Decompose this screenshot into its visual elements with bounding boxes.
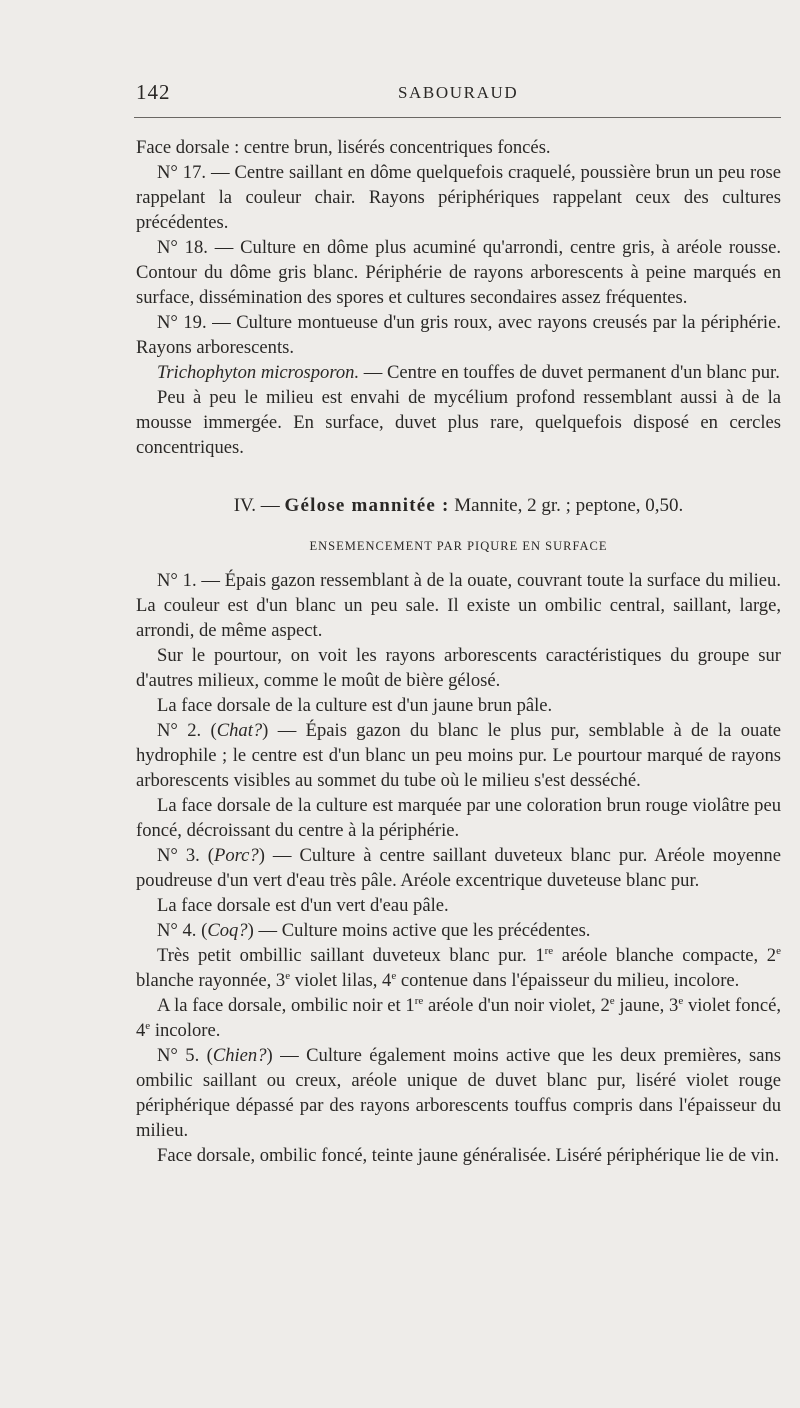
paragraph-text: blanche rayonnée, 3 <box>136 970 286 991</box>
species-name: Trichophyton microsporon. <box>157 362 360 383</box>
ordinal-suffix: e <box>609 994 615 1007</box>
ordinal-suffix: re <box>544 944 554 957</box>
ordinal-suffix: e <box>678 994 684 1007</box>
paragraph-text: N° 4. ( <box>157 920 208 941</box>
paragraph-text: violet foncé, 4 <box>136 995 781 1041</box>
paragraph-text: ) — Culture également moins active que les deux premières, sans ombilic saillant ou creux, aréole unique de duvet blanc pur, liséré violet rouge périphérique dépassé par des rayons arborescents touffus compris dans l'épaisseur du milieu. <box>136 1045 781 1141</box>
subheading: ENSEMENCEMENT PAR PIQURE EN SURFACE <box>309 539 608 553</box>
paragraph: N° 1. — Épais gazon ressemblant à de la ouate, couvrant toute la surface du milieu. La couleur est d'un blanc un peu sale. Il existe un ombilic central, saillant, large, arrondi, de même aspect. <box>136 570 781 641</box>
paragraph <box>136 918 781 943</box>
paragraph-text: N° 3. ( <box>157 845 214 866</box>
header-rule <box>134 117 781 118</box>
paragraph: La face dorsale de la culture est marquée par une coloration brun rouge violâtre peu foncé, décroissant du centre à la périphérie. <box>136 795 781 841</box>
paragraph: La face dorsale de la culture est d'un jaune brun pâle. <box>157 695 553 716</box>
section-number: IV. — <box>233 495 285 516</box>
ordinal-suffix: re <box>414 994 424 1007</box>
paragraph-text: incolore. <box>150 1020 221 1041</box>
paragraph: N° 17. — Centre saillant en dôme quelquefois craquelé, poussière brun un peu rose rappelant la couleur chair. Rayons périphériques rappelant ceux des cultures précédentes. <box>136 162 781 233</box>
page-header <box>136 80 781 110</box>
section-heading <box>136 493 781 518</box>
host-name: Chat? <box>216 720 263 741</box>
paragraph-text: ) — Épais gazon du blanc le plus pur, semblable à de la ouate hydrophile ; le centre est d'un blanc un peu moins pur. Le pourtour marqué de rayons arborescents visibles au sommet du tube où le milieu s'est desséché. <box>136 720 781 791</box>
paragraph-text: N° 5. ( <box>157 1045 213 1066</box>
paragraph <box>136 993 781 1043</box>
paragraph-text: aréole blanche compacte, 2 <box>553 945 777 966</box>
host-name: Chien? <box>212 1045 267 1066</box>
paragraph <box>136 360 781 385</box>
page-body <box>136 135 781 1168</box>
paragraph-text: — Centre en touffes de duvet permanent d'un blanc pur. <box>359 362 780 383</box>
paragraph <box>136 943 781 993</box>
paragraph-text: A la face dorsale, ombilic noir et 1 <box>157 995 415 1016</box>
ordinal-suffix: e <box>391 969 397 982</box>
paragraph-text: contenue dans l'épaisseur du milieu, incolore. <box>396 970 740 991</box>
host-name: Coq? <box>207 920 248 941</box>
paragraph-text: aréole d'un noir violet, 2 <box>423 995 610 1016</box>
paragraph: La face dorsale est d'un vert d'eau pâle. <box>157 895 449 916</box>
ordinal-suffix: e <box>145 1019 151 1032</box>
host-name: Porc? <box>213 845 259 866</box>
paragraph: Face dorsale, ombilic foncé, teinte jaune généralisée. Liséré périphérique lie de vin. <box>157 1145 780 1166</box>
paragraph-text: Très petit ombillic saillant duveteux blanc pur. 1 <box>157 945 545 966</box>
paragraph: Sur le pourtour, on voit les rayons arborescents caractéristiques du groupe sur d'autres milieux, comme le moût de bière gélosé. <box>136 645 781 691</box>
paragraph: Peu à peu le milieu est envahi de mycélium profond ressemblant aussi à de la mousse immergée. En surface, duvet plus rare, quelquefois disposé en cercles concentriques. <box>136 387 781 458</box>
ordinal-suffix: e <box>776 944 781 957</box>
paragraph <box>136 718 781 793</box>
paragraph-text: jaune, 3 <box>614 995 679 1016</box>
section-composition: Mannite, 2 gr. ; peptone, 0,50. <box>449 495 684 516</box>
page-number: 142 <box>136 80 171 104</box>
section-title: Gélose mannitée : <box>284 495 450 516</box>
paragraph-text: violet lilas, 4 <box>290 970 392 991</box>
running-title: SABOURAUD <box>398 83 519 102</box>
paragraph <box>136 843 781 893</box>
paragraph <box>136 1043 781 1143</box>
paragraph: N° 19. — Culture montueuse d'un gris roux, avec rayons creusés par la périphérie. Rayons arborescents. <box>136 312 781 358</box>
paragraph: N° 18. — Culture en dôme plus acuminé qu'arrondi, centre gris, à aréole rousse. Contour du dôme gris blanc. Périphérie de rayons arborescents à peine marqués en surface, dissémination des spores et cultures secondaires assez fréquentes. <box>136 237 781 308</box>
paragraph-text: ) — Culture à centre saillant duveteux blanc pur. Aréole moyenne poudreuse d'un vert d'eau très pâle. Aréole excentrique duveteuse blanc pur. <box>136 845 781 891</box>
paragraph: Face dorsale : centre brun, lisérés concentriques foncés. <box>136 137 551 158</box>
ordinal-suffix: e <box>285 969 291 982</box>
paragraph-text: ) — Culture moins active que les précédentes. <box>247 920 591 941</box>
paragraph-text: N° 2. ( <box>157 720 217 741</box>
